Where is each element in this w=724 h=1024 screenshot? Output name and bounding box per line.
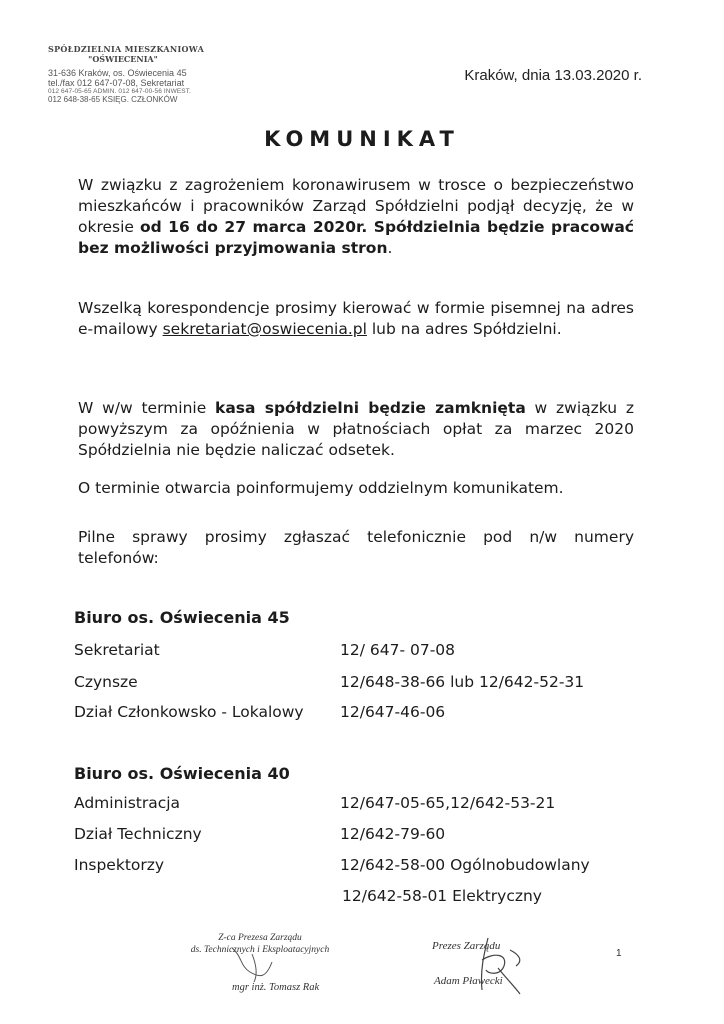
organization-stamp: [48, 44, 228, 104]
row-label: Inspektorzy: [74, 856, 165, 874]
paragraph-3-text: W w/w terminie: [78, 399, 216, 417]
office-2-title: Biuro os. Oświecenia 40: [74, 764, 290, 783]
paragraph-2: [78, 298, 634, 340]
row-value: 12/642-79-60: [340, 825, 446, 843]
row-label: Dział Techniczny: [74, 825, 202, 843]
row-value: 12/642-58-00 Ogólnobudowlany: [340, 856, 590, 874]
row-value: 12/648-38-66 lub 12/642-52-31: [340, 673, 585, 691]
signature-left-name: mgr inż. Tomasz Rak: [232, 982, 320, 993]
row-value: 12/647-46-06: [340, 703, 446, 721]
stamp-org: SPÓŁDZIELNIA MIESZKANIOWA: [48, 44, 205, 54]
paragraph-3: [78, 398, 634, 461]
document-date: Kraków, dnia 13.03.2020 r.: [464, 67, 642, 84]
signature-left-title-2: ds. Technicznych i Eksploatacyjnych: [190, 945, 330, 955]
row-value: 12/647-05-65,12/642-53-21: [340, 794, 556, 812]
row-label: Czynsze: [74, 673, 138, 691]
signature-left-title-1: Z-ca Prezesa Zarządu: [218, 933, 302, 943]
paragraph-3-end: w związku z powyższym za opóźnienia w płatnościach opłat za marzec 2020 Spółdzielnia nie będzie naliczać odsetek.: [78, 399, 635, 459]
signature-right-name: Adam Pławecki: [434, 975, 503, 987]
paragraph-3-bold: kasa spółdzielni będzie zamknięta: [215, 399, 526, 417]
signature-right-title: Prezes Zarządu: [432, 940, 501, 952]
paragraph-1: [78, 175, 634, 259]
paragraph-4: O terminie otwarcia poinformujemy oddzielnym komunikatem.: [78, 479, 564, 497]
signature-right-scribble-icon: [458, 930, 538, 1000]
row-label: Sekretariat: [74, 641, 160, 659]
paragraph-1-bold: od 16 do 27 marca 2020r. Spółdzielnia będzie pracować bez możliwości przyjmowania stron: [78, 218, 634, 257]
document-title: KOMUNIKAT: [264, 127, 460, 151]
stamp-phone3: 012 648-38-65 KSIĘG. CZŁONKÓW: [48, 95, 178, 104]
paragraph-2-end: lub na adres Spółdzielni.: [366, 320, 562, 338]
signature-left-scribble-icon: [222, 944, 282, 984]
row-value: 12/ 647- 07-08: [340, 641, 456, 659]
email-link[interactable]: sekretariat@oswiecenia.pl: [162, 320, 367, 338]
stamp-name: "OŚWIECENIA": [88, 54, 158, 64]
paragraph-1-end: .: [387, 239, 393, 257]
stamp-phone2: 012 647-05-65 ADMIN. 012 647-00-56 INWEST.: [48, 88, 191, 95]
paragraph-1-text: W związku z zagrożeniem koronawirusem w trosce o bezpieczeństwo mieszkańców i pracowników Zarząd Spółdzielni podjął decyzję, że w okresie: [78, 176, 634, 236]
page-number: 1: [616, 948, 622, 959]
stamp-phone: tel./fax 012 647-07-08, Sekretariat: [48, 78, 185, 88]
stamp-address: 31-636 Kraków, os. Oświecenia 45: [48, 68, 187, 78]
paragraph-5: Pilne sprawy prosimy zgłaszać telefonicznie pod n/w numery telefonów:: [78, 528, 634, 567]
row-label: Dział Członkowsko - Lokalowy: [74, 703, 304, 721]
office-1-title: Biuro os. Oświecenia 45: [74, 608, 290, 627]
row-label: Administracja: [74, 794, 181, 812]
row-value: 12/642-58-01 Elektryczny: [342, 887, 542, 905]
paragraph-2-text: Wszelką korespondencje prosimy kierować w formie pisemnej na adres e-mailowy: [78, 299, 634, 338]
